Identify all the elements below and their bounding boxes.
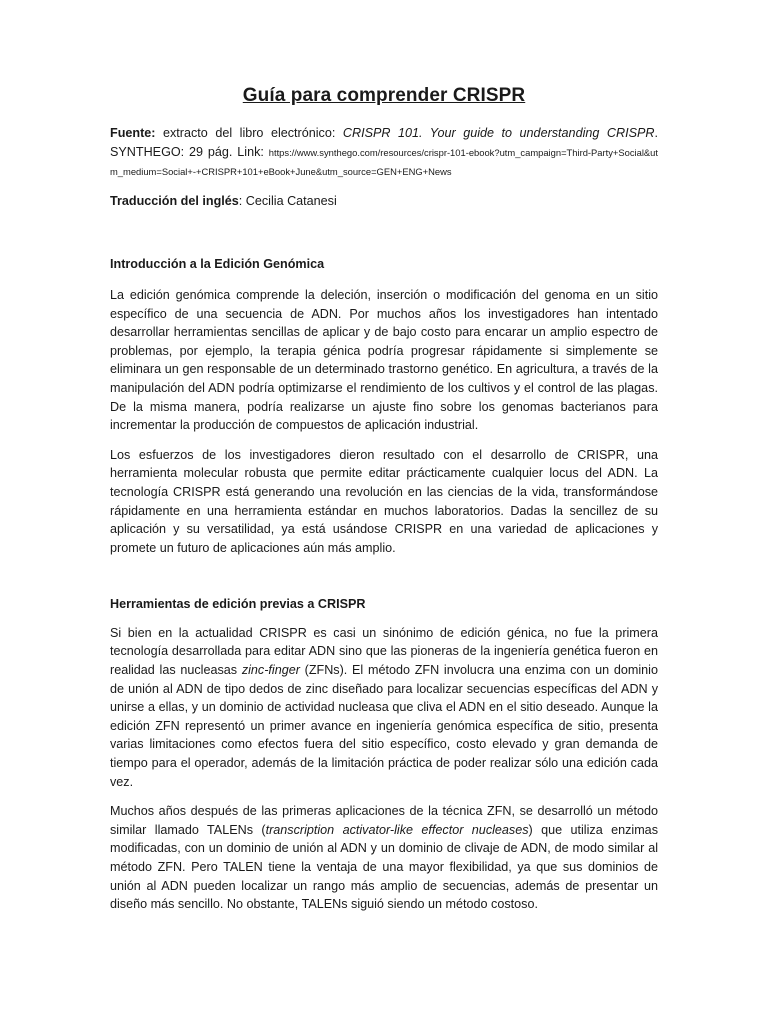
- source-text-before: extracto del libro electrónico:: [155, 126, 343, 140]
- section-heading-intro: Introducción a la Edición Genómica: [110, 257, 325, 272]
- document-page: [110, 84, 658, 925]
- source-text-after: . SYNTHEGO: 29 pág. Link:: [110, 126, 658, 159]
- section-heading-previous-tools: Herramientas de edición previas a CRISPR: [110, 597, 366, 612]
- source-link[interactable]: https://www.synthego.com/resources/crispr-101-ebook?utm_campaign=Third-Party+Social&utm_medium=Social+-+CRISPR+101+eBook+June&utm_source=GEN+ENG+News: [110, 146, 658, 178]
- translator-name: : Cecilia Catanesi: [238, 193, 337, 208]
- document-title: Guía para comprender CRISPR: [242, 85, 526, 106]
- translation-label: Traducción del inglés: [110, 193, 239, 208]
- paragraph-zfn-part-b: (ZFNs). El método ZFN involucra una enzima con un dominio de unión al ADN de tipo dedos de zinc diseñado para localizar secuencias específicas del ADN y unirse a ellas, y un dominio de actividad nucleasa que cliva el ADN en el sitio deseado. Aunque la edición ZFN representó un primer avance en ingeniería genómica específica de sitio, presenta varias limitaciones como efectos fuera del sitio específico, costo elevado y gran demanda de tiempo para el operador, además de la limitación práctica de poder realizar sólo una edición cada vez.: [110, 663, 658, 789]
- term-zinc-finger: zinc-finger: [241, 663, 300, 678]
- paragraph-intro-2: Los esfuerzos de los investigadores dieron resultado con el desarrollo de CRISPR, una herramienta molecular robusta que permite editar prácticamente cualquier locus del ADN. La tecnología CRISPR está generando una revolución en las ciencias de la vida, transformándose rápidamente en una herramienta estándar en muchos laboratorios. Dadas la sencillez de su aplicación y su versatilidad, ya está usándose CRISPR en una variedad de aplicaciones y promete un futuro de aplicaciones aún más amplio.: [110, 447, 658, 555]
- book-title: CRISPR 101. Your guide to understanding CRISPR: [342, 126, 655, 140]
- paragraph-talen-part-a: Muchos años después de las primeras aplicaciones de la técnica ZFN, se desarrolló un método similar llamado TALENs (: [110, 804, 658, 837]
- paragraph-talen: [110, 802, 658, 914]
- term-talen: transcription activator-like effector nucleases: [265, 822, 529, 837]
- source-paragraph: [110, 124, 658, 182]
- source-label: Fuente:: [110, 126, 156, 140]
- paragraph-zfn: [110, 624, 658, 791]
- paragraph-talen-part-b: ) que utiliza enzimas modificadas, con un dominio de unión al ADN y un dominio de clivaje de ADN, de modo similar al método ZFN. Pero TALEN tiene la ventaja de una mayor flexibilidad, ya que sus dominios de unión al ADN pueden localizar un rango más amplio de secuencias, además de presentar un diseño más sencillo. No obstante, TALENs siguió siendo un método costoso.: [110, 822, 658, 912]
- translation-line: [110, 192, 658, 211]
- paragraph-intro-1: La edición genómica comprende la deleción, inserción o modificación del genoma en un sitio específico de una secuencia de ADN. Por muchos años los investigadores han intentado desarrollar herramientas sencillas de aplicar y de bajo costo para encarar un amplio espectro de problemas, por ejemplo, la terapia génica podría progresar rápidamente si simplemente se eliminara un gen responsable de un determinado trastorno genético. En agricultura, a través de la manipulación del ADN podría optimizarse el rendimiento de los cultivos y el control de las plagas. De la misma manera, podría realizarse un ajuste fino sobre los genomas bacterianos para incrementar la producción de compuestos de aplicación industrial.: [110, 287, 658, 433]
- paragraph-zfn-part-a: Si bien en la actualidad CRISPR es casi un sinónimo de edición génica, no fue la primera tecnología desarrollada para editar ADN sino que las pioneras de la ingeniería genética fueron en realidad las nucleasas: [110, 625, 658, 678]
